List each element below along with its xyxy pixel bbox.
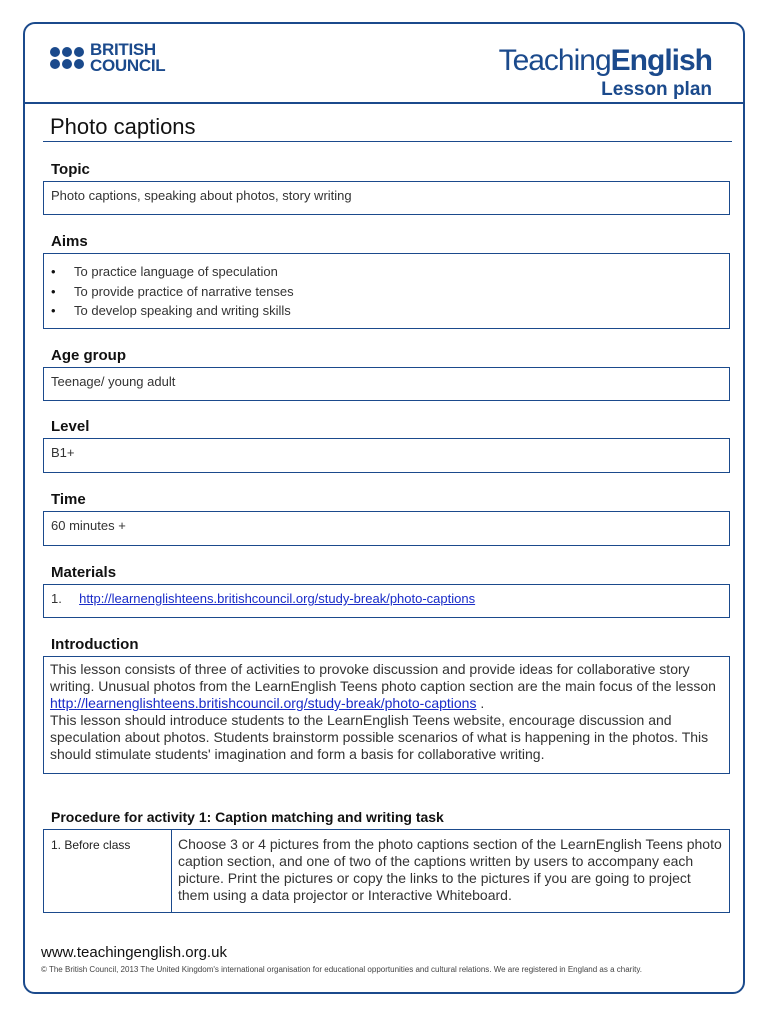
footer-copyright: © The British Council, 2013 The United Kingdom's international organisation for educational opportunities and cultural relations. We are registered in England as a charity. [41, 965, 642, 974]
time-box [43, 511, 730, 546]
introduction-box [43, 656, 730, 774]
time-text: 60 minutes + [51, 518, 126, 533]
logo-line-1: BRITISH [90, 40, 156, 59]
teaching-english-brand [499, 44, 712, 101]
age-group-label: Age group [51, 347, 126, 364]
age-group-text: Teenage/ young adult [51, 374, 176, 389]
introduction-paragraph-2: This lesson should introduce students to the LearnEnglish Teens website, encourage discussion and speculation about photos. Students brainstorm possible scenarios of what is happening in the photos. This should stimulate students' imagination and form a basis for collaborative writing. [50, 712, 709, 762]
age-group-box [43, 367, 730, 401]
logo-dots-icon [50, 47, 84, 69]
intro-text: This lesson consists of three of activities to provoke discussion and provide ideas for collaborative story writing. Unusual photos from the LearnEnglish Teens photo caption section are the main focus of the lesson [50, 661, 716, 694]
level-box [43, 438, 730, 473]
brand-bold: English [610, 44, 712, 77]
footer-url[interactable]: www.teachingenglish.org.uk [41, 944, 227, 961]
title-divider [43, 141, 732, 142]
header-divider [23, 102, 745, 104]
materials-label: Materials [51, 564, 117, 581]
aim-item: • To provide practice of narrative tenses [51, 282, 722, 302]
introduction-label: Introduction [51, 636, 139, 653]
aim-item: • To develop speaking and writing skills [51, 301, 722, 321]
procedure-label: Procedure for activity 1: Caption matching and writing task [51, 809, 444, 825]
level-label: Level [51, 418, 90, 435]
brand-subtitle: Lesson plan [601, 79, 712, 100]
intro-link[interactable]: http://learnenglishteens.britishcouncil.org/study-break/photo-captions [50, 695, 477, 711]
materials-link[interactable]: http://learnenglishteens.britishcouncil.org/study-break/photo-captions [79, 591, 476, 606]
materials-number: 1. [51, 591, 62, 606]
aims-box [43, 253, 730, 329]
level-text: B1+ [51, 445, 75, 460]
intro-text-end: . [476, 695, 485, 711]
procedure-step-text: Choose 3 or 4 pictures from the photo captions section of the LearnEnglish Teens photo caption section, and one of two of the captions written by users to accompany each picture. Print the pictures or copy the links to the pictures if you are going to project them using a data projector or Interactive Whiteboard. [178, 836, 722, 903]
logo-line-2: COUNCIL [90, 56, 166, 75]
aims-label: Aims [51, 233, 88, 250]
brand-regular: Teaching [498, 44, 611, 77]
british-council-logo [50, 42, 165, 74]
topic-box [43, 181, 730, 215]
time-label: Time [51, 491, 86, 508]
materials-box [43, 584, 730, 618]
aim-item: • To practice language of speculation [51, 262, 722, 282]
introduction-paragraph-1 [50, 661, 723, 712]
topic-label: Topic [51, 161, 90, 178]
procedure-step-label: 1. Before class [44, 830, 172, 912]
page-title: Photo captions [50, 114, 196, 139]
procedure-table [43, 829, 730, 913]
aims-list [51, 262, 722, 321]
topic-text: Photo captions, speaking about photos, story writing [51, 188, 352, 203]
